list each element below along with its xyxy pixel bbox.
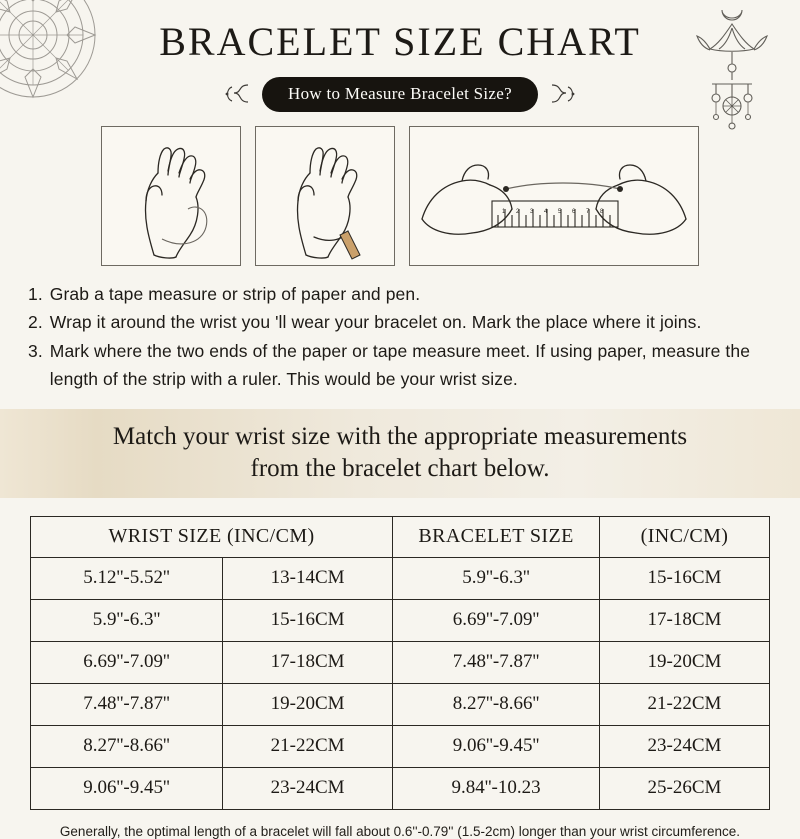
cell-wrist-cm: 19-20CM [223, 683, 393, 725]
header-bracelet-units: (INC/CM) [600, 516, 770, 557]
flourish-left-icon [222, 82, 252, 108]
match-size-banner [0, 409, 800, 498]
table-row [31, 599, 770, 641]
table-header-row [31, 516, 770, 557]
banner-line-2: from the bracelet chart below. [250, 454, 550, 482]
subtitle-pill: How to Measure Bracelet Size? [262, 77, 538, 112]
svg-text:1: 1 [502, 209, 506, 215]
step-item [28, 280, 772, 308]
footnote-text: Generally, the optimal length of a bracelet will fall about 0.6''-0.79'' (1.5-2cm) longer than your wrist circumference. [59, 823, 741, 839]
cell-wrist-cm: 15-16CM [223, 599, 393, 641]
illustration-panel-1 [101, 126, 241, 266]
cell-wrist-cm: 13-14CM [223, 557, 393, 599]
svg-text:4: 4 [544, 209, 548, 215]
header-wrist-size: WRIST SIZE (INC/CM) [31, 516, 393, 557]
subtitle-row [0, 77, 800, 112]
step-text: Mark where the two ends of the paper or tape measure meet. If using paper, measure the length of the strip with a ruler. This would be your wrist size. [49, 340, 751, 390]
table-row [31, 557, 770, 599]
svg-text:7: 7 [586, 209, 590, 215]
banner-line-1: Match your wrist size with the appropriate measurements [112, 423, 688, 451]
cell-wrist-inches: 7.48''-7.87'' [31, 683, 223, 725]
svg-text:3: 3 [530, 209, 534, 215]
page-title: BRACELET SIZE CHART [159, 19, 641, 64]
cell-bracelet-cm: 19-20CM [600, 641, 770, 683]
cell-bracelet-inches: 6.69''-7.09'' [393, 599, 600, 641]
table-row [31, 683, 770, 725]
table-row [31, 725, 770, 767]
cell-wrist-inches: 8.27''-8.66'' [31, 725, 223, 767]
svg-text:2: 2 [516, 209, 520, 215]
cell-bracelet-inches: 9.06''-9.45'' [393, 725, 600, 767]
cell-bracelet-inches: 9.84''-10.23 [393, 767, 600, 809]
svg-text:6: 6 [572, 209, 576, 215]
cell-bracelet-cm: 17-18CM [600, 599, 770, 641]
step-text: Wrap it around the wrist you 'll wear your bracelet on. Mark the place where it joins. [49, 312, 702, 333]
cell-bracelet-inches: 7.48''-7.87'' [393, 641, 600, 683]
cell-wrist-inches: 5.9''-6.3'' [31, 599, 223, 641]
svg-text:8: 8 [600, 209, 604, 215]
flourish-right-icon [548, 82, 578, 108]
step-number: 1. [28, 284, 43, 304]
step-item [28, 308, 772, 336]
cell-bracelet-cm: 25-26CM [600, 767, 770, 809]
step-text: Grab a tape measure or strip of paper and pen. [49, 284, 421, 304]
cell-wrist-cm: 17-18CM [223, 641, 393, 683]
hand-holding-paper-strip-illustration [256, 127, 396, 267]
table-row [31, 641, 770, 683]
cell-bracelet-cm: 23-24CM [600, 725, 770, 767]
cell-bracelet-cm: 15-16CM [600, 557, 770, 599]
cell-wrist-cm: 23-24CM [223, 767, 393, 809]
illustration-panel-2 [255, 126, 395, 266]
illustration-panel-3 [409, 126, 699, 266]
cell-bracelet-inches: 8.27''-8.66'' [393, 683, 600, 725]
header-bracelet-size: BRACELET SIZE [393, 516, 600, 557]
cell-wrist-inches: 9.06''-9.45'' [31, 767, 223, 809]
cell-bracelet-inches: 5.9''-6.3'' [393, 557, 600, 599]
hand-with-tape-measure-illustration [102, 127, 242, 267]
cell-wrist-inches: 6.69''-7.09'' [31, 641, 223, 683]
cell-bracelet-cm: 21-22CM [600, 683, 770, 725]
table-row [31, 767, 770, 809]
svg-text:5: 5 [558, 209, 562, 215]
step-item [28, 337, 772, 394]
size-chart-table [30, 516, 770, 810]
hands-measuring-with-ruler-illustration [410, 127, 700, 267]
cell-wrist-cm: 21-22CM [223, 725, 393, 767]
illustration-panels [0, 126, 800, 266]
step-number: 2. [28, 312, 43, 333]
cell-wrist-inches: 5.12''-5.52'' [31, 557, 223, 599]
step-number: 3. [28, 340, 43, 361]
measuring-steps [28, 280, 772, 393]
